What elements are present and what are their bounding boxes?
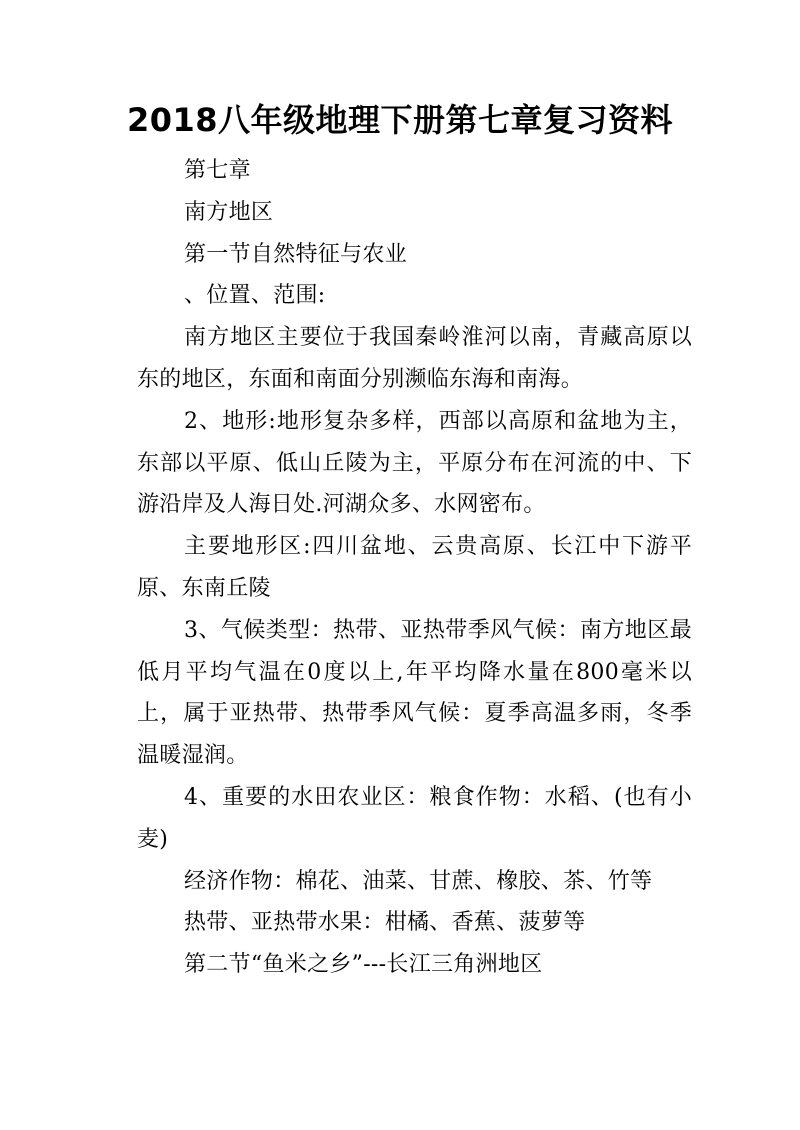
document-body xyxy=(137,150,692,986)
paragraph-terrain: 2、地形:地形复杂多样，西部以高原和盆地为主，东部以平原、低山丘陵为主，平原分布在河流的中、下游沿岸及人海日处.河湖众多、水网密布。 xyxy=(137,408,692,518)
paragraph-farming: 4、重要的水田农业区：粮食作物：水稻、(也有小麦) xyxy=(137,784,692,852)
document-title: 2018八年级地理下册第七章复习资料 xyxy=(126,101,674,139)
paragraph-region: 南方地区 xyxy=(184,199,274,225)
paragraph-cash-crops: 经济作物：棉花、油菜、甘蔗、橡胶、茶、竹等 xyxy=(184,868,653,894)
paragraph-section-1: 第一节自然特征与农业 xyxy=(184,241,408,267)
paragraph-section-2: 第二节“鱼米之乡”---长江三角洲地区 xyxy=(184,952,543,978)
paragraph-location: 南方地区主要位于我国秦岭淮河以南，青藏高原以东的地区，东面和南面分别濒临东海和南海。 xyxy=(137,325,692,392)
paragraph-location-heading: 、位置、范围: xyxy=(184,283,326,309)
paragraph-chapter: 第七章 xyxy=(184,158,251,183)
paragraph-climate: 3、气候类型：热带、亚热带季风气候：南方地区最低月平均气温在0度以上,年平均降水量在800毫米以上，属于亚热带、热带季风气候：夏季高温多雨，冬季温暖湿润。 xyxy=(137,617,692,769)
paragraph-landforms: 主要地形区:四川盆地、云贵高原、长江中下游平原、东南丘陵 xyxy=(137,534,692,601)
paragraph-fruits: 热带、亚热带水果：柑橘、香蕉、菠萝等 xyxy=(184,910,586,936)
